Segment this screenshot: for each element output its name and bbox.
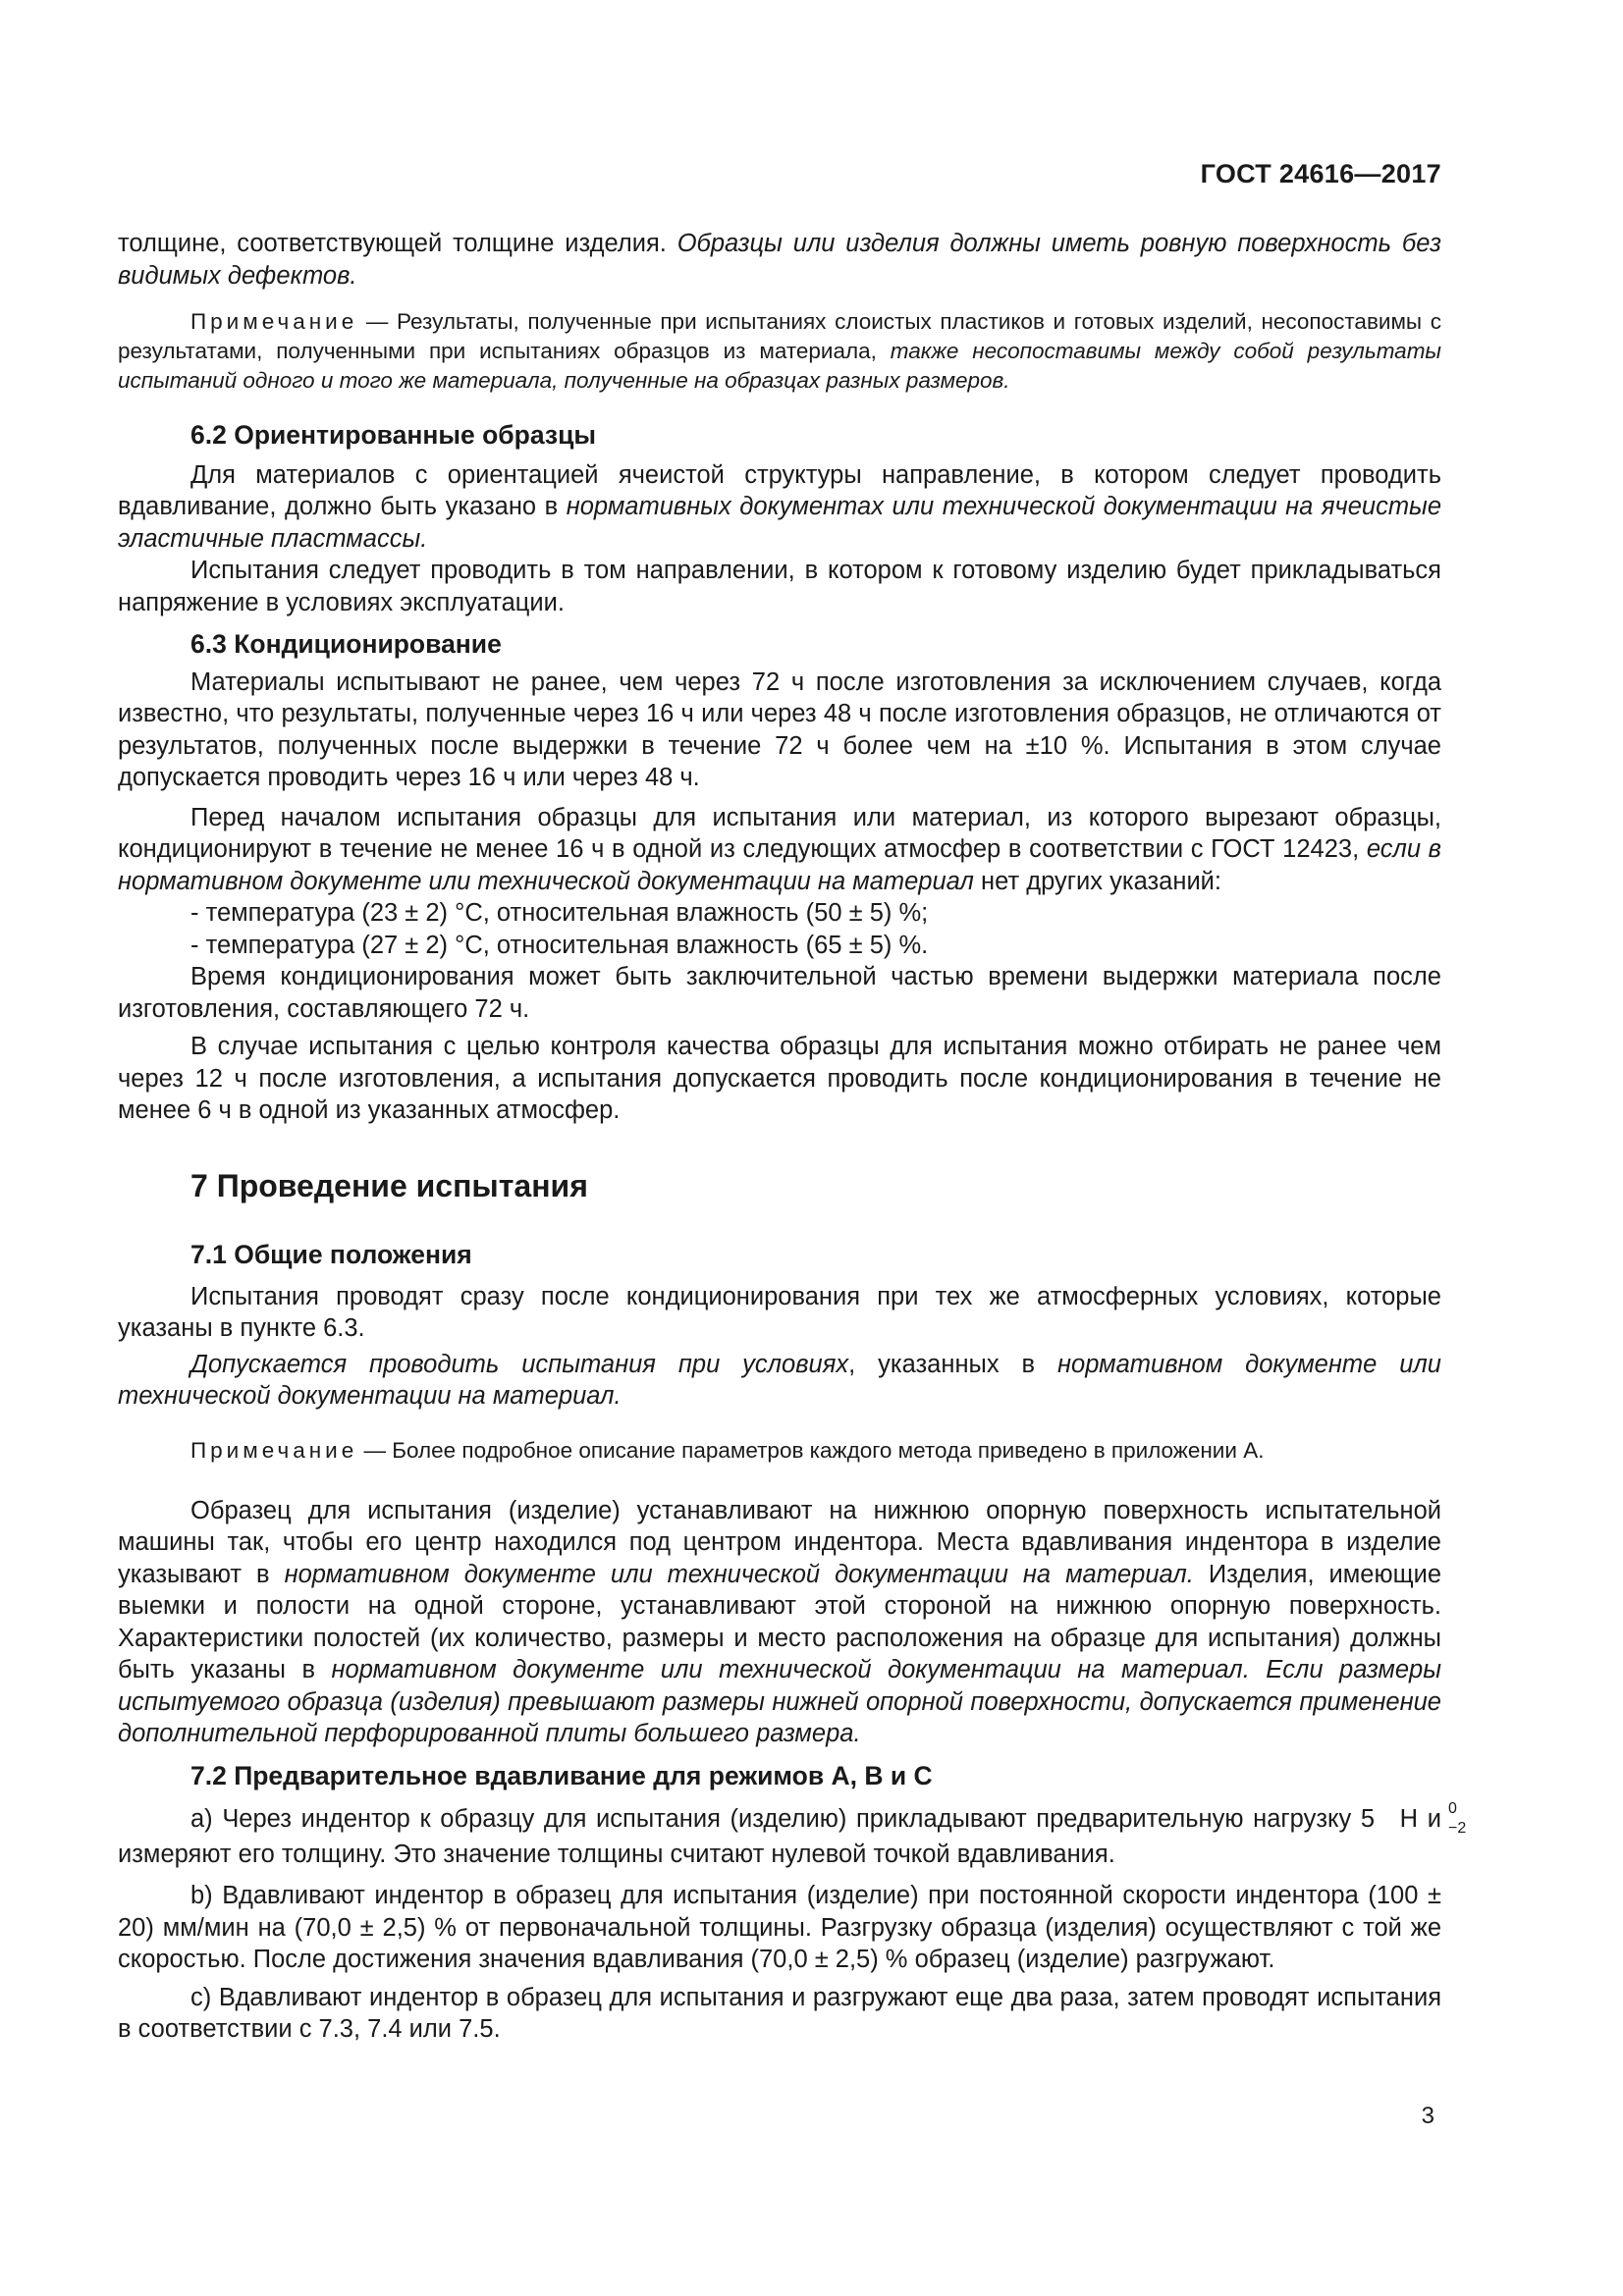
load-value — [1360, 1800, 1467, 1837]
text-run: — Результаты, полученные при испытаниях слоистых пластиков и готовых изделий, несопоставимы с результатами, полученными при испытаниях образцов из материала, — [118, 309, 1441, 363]
list-item-b: b) Вдавливают индентор в образец для испытания (изделие) при постоянной скорости индентора (100 ± 20) мм/мин на (70,0 ± 2,5) % от первоначальной толщины. Разгрузку образца (изделия) осуществляют с той же скоростью. После достижения значения вдавливания (70,0 ± 2,5) % образец (изделие) разгружают. — [118, 1882, 1441, 1973]
tolerance-upper: 0 — [1448, 1800, 1457, 1817]
section-heading-7-1: 7.1 Общие положения — [190, 1240, 472, 1269]
load-base: 5 — [1360, 1805, 1376, 1833]
text-run-italic: Образцы или изделия должны иметь ровную поверхность без видимых дефектов. — [118, 230, 1441, 290]
note-1 — [118, 307, 1441, 396]
text-run-italic: нормативном документе или технической документации на материал. — [118, 1350, 1441, 1410]
text-run-italic: если в нормативном документе или технической документации на материал — [118, 835, 1441, 895]
text-run-italic: . Если размеры испытуемого образца (изделия) превышают размеры нижней опорной поверхности, допускается применение дополнительной перфорированной плиты большего размера. — [118, 1656, 1441, 1747]
text-run: толщине, соответствующей толщине изделия. — [118, 230, 677, 257]
page-number: 3 — [1421, 2103, 1434, 2129]
section-heading-7: 7 Проведение испытания — [190, 1167, 588, 1203]
text-run: Для материалов с ориентацией ячеистой структуры направление, в котором следует проводить вдавливание, должно быть указано в — [118, 460, 1441, 520]
text-run-italic: нормативных документах или технической документации на ячеистые эластичные пластмассы. — [118, 493, 1442, 553]
section-heading-7-2: 7.2 Предварительное вдавливание для режимов А, В и С — [190, 1760, 933, 1790]
section-heading-6-3: 6.3 Кондиционирование — [190, 629, 502, 659]
paragraph: Материалы испытывают не ранее, чем через 72 ч после изготовления за исключением случаев, когда известно, что результаты, полученные через 16 ч или через 48 ч после изготовления образцов, не отличаются от результатов, полученных после выдержки в течение 72 ч более чем на ±10 %. Испытания в этом случае допускается проводить через 16 ч или через 48 ч. — [118, 667, 1441, 791]
text-run: нет других указаний: — [973, 867, 1222, 895]
list-item: - температура (27 ± 2) °С, относительная влажность (65 ± 5) %. — [190, 931, 929, 959]
note-label: Примечание — [190, 309, 358, 334]
text-run: Н и измеряют его толщину. Это значение толщины считают нулевой точкой вдавливания. — [118, 1805, 1441, 1868]
text-run: Перед началом испытания образцы для испытания или материал, из которого вырезают образцы, кондиционируют в течение не менее 16 ч в одной из следующих атмосфер в соответствии с ГОСТ 12423, — [118, 803, 1441, 863]
text-run: , указанных в — [848, 1350, 1057, 1378]
text-run-italic: Допускается проводить испытания при условиях — [190, 1350, 849, 1378]
doc-header-number: ГОСТ 24616—2017 — [1200, 159, 1441, 188]
text-run: а) Через индентор к образцу для испытания (изделию) прикладывают предварительную нагрузку — [190, 1805, 1361, 1833]
paragraph: В случае испытания с целью контроля качества образцы для испытания можно отбирать не ранее чем через 12 ч после изготовления, а испытания допускается проводить после кондиционирования в течение не менее 6 ч в одной из указанных атмосфер. — [118, 1033, 1441, 1124]
text-run: Изделия, имеющие выемки и полости на одной стороне, устанавливают этой стороной на нижнюю опорную поверхность. Характеристики полостей (их количество, размеры и место расположения на образце для испытания) должны быть указаны в — [118, 1560, 1442, 1683]
list-item-c: с) Вдавливают индентор в образец для испытания и разгружают еще два раза, затем проводят испытания в соответствии с 7.3, 7.4 или 7.5. — [118, 1983, 1441, 2043]
paragraph — [118, 1349, 1441, 1413]
section-heading-6-2: 6.2 Ориентированные образцы — [190, 420, 597, 450]
paragraph — [118, 1495, 1441, 1750]
note-2 — [118, 1436, 1441, 1466]
text-run: Образец для испытания (изделие) устанавливают на нижнюю опорную поверхность испытательной машины так, чтобы его центр находился под центром индентора. Места вдавливания индентора в изделие указывают в — [118, 1496, 1441, 1588]
text-run: — Более подробное описание параметров каждого метода приведено в приложении А. — [357, 1437, 1265, 1463]
paragraph-continuation — [118, 228, 1441, 292]
tolerance — [1375, 1800, 1467, 1837]
paragraph: Время кондиционирования может быть заключительной частью времени выдержки материала после изготовления, составляющего 72 ч. — [118, 963, 1441, 1023]
tolerance-lower: −2 — [1448, 1820, 1467, 1837]
list-item-a — [118, 1800, 1467, 1872]
note-label: Примечание — [190, 1437, 358, 1463]
text-run-italic: нормативном документе или технической документации на материал. — [284, 1560, 1194, 1588]
document-body — [118, 228, 1467, 2046]
text-run-italic: также несопоставимы между собой результаты испытаний одного и того же материала, полученные на образцах разных размеров. — [118, 339, 1441, 393]
paragraph — [118, 802, 1441, 898]
text-run-italic: нормативном документе или технической документации на материал — [331, 1656, 1243, 1683]
paragraph: Испытания проводят сразу после кондиционирования при тех же атмосферных условиях, которые указаны в пункте 6.3. — [118, 1282, 1441, 1342]
paragraph — [118, 459, 1441, 556]
list-item: - температура (23 ± 2) °С, относительная влажность (50 ± 5) %; — [190, 899, 929, 927]
paragraph: Испытания следует проводить в том направлении, в котором к готовому изделию будет прикладываться напряжение в условиях эксплуатации. — [118, 557, 1441, 616]
